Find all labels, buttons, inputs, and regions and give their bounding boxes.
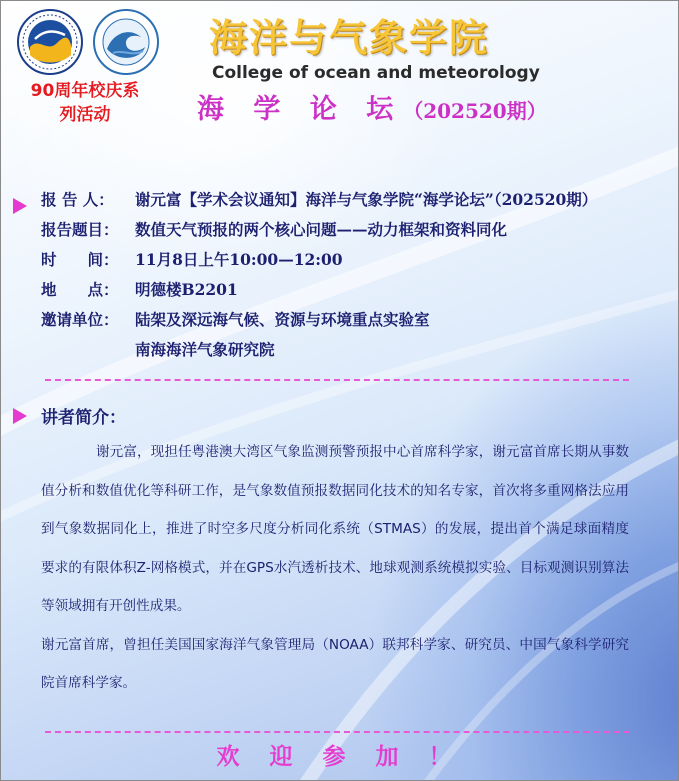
intro-title: 讲者简介： <box>41 408 126 428</box>
university-seal-icon <box>17 9 83 75</box>
forum-title <box>197 87 547 126</box>
host-row-2 <box>41 335 679 365</box>
time-value: 11月8日上午10:00—12:00 <box>135 250 343 269</box>
host-value-1: 陆架及深远海气候、资源与环境重点实验室 <box>135 310 430 329</box>
host-row <box>41 305 679 335</box>
college-title-en: College of ocean and meteorology <box>212 63 540 83</box>
place-row <box>41 275 679 305</box>
host-value-2: 南海海洋气象研究院 <box>135 340 275 359</box>
place-value: 明德楼B2201 <box>135 280 238 299</box>
forum-name: 海 学 论 坛 <box>197 94 404 125</box>
anniversary-line-2: 列活动 <box>59 105 111 125</box>
divider-bottom <box>45 731 629 733</box>
college-title-cn: 海洋与气象学院 <box>209 16 490 60</box>
forum-issue: （202520期） <box>403 99 547 123</box>
topic-row <box>41 215 679 245</box>
intro-paragraph-2: 谢元富首席，曾担任美国国家海洋气象管理局（NOAA）联邦科学家、研究员、中国气象科学研究院首席科学家。 <box>41 636 629 691</box>
bullet-triangle-icon <box>13 198 27 214</box>
intro-paragraph-1: 谢元富，现担任粤港澳大湾区气象监测预警预报中心首席科学家，谢元富首席长期从事数值分析和数值优化等科研工作，是气象数值预报数据同化技术的知名专家，首次将多重网格法应用到气象数据同化上，推进了时空多尺度分析同化系统（STMAS）的发展，提出首个满足球面精度要求的有限体积Z-网格模式，并在GPS水汽透析技术、地球观测系统模拟实验、目标观测识别算法等领域拥有开创性成果。 <box>41 444 629 614</box>
speaker-intro <box>41 433 629 703</box>
college-seal-icon <box>93 9 159 75</box>
time-label: 时 间： <box>41 250 119 269</box>
speaker-label: 报 告 人： <box>41 190 114 209</box>
divider-top <box>45 379 629 381</box>
topic-value: 数值天气预报的两个核心问题——动力框架和资料同化 <box>135 220 508 239</box>
bullet-triangle-icon <box>13 408 27 424</box>
host-label: 邀请单位： <box>41 310 119 329</box>
speaker-value: 谢元富【学术会议通知】海洋与气象学院“海学论坛”（202520期） <box>135 190 598 209</box>
topic-label: 报告题目： <box>41 220 119 239</box>
anniversary-badge <box>15 79 155 127</box>
welcome-text: 欢 迎 参 加 ！ <box>216 743 463 770</box>
anniversary-line-1: 90周年校庆系 <box>30 81 140 101</box>
event-info <box>41 185 679 365</box>
speaker-row <box>41 185 679 215</box>
time-row <box>41 245 679 275</box>
place-label: 地 点： <box>41 280 119 299</box>
